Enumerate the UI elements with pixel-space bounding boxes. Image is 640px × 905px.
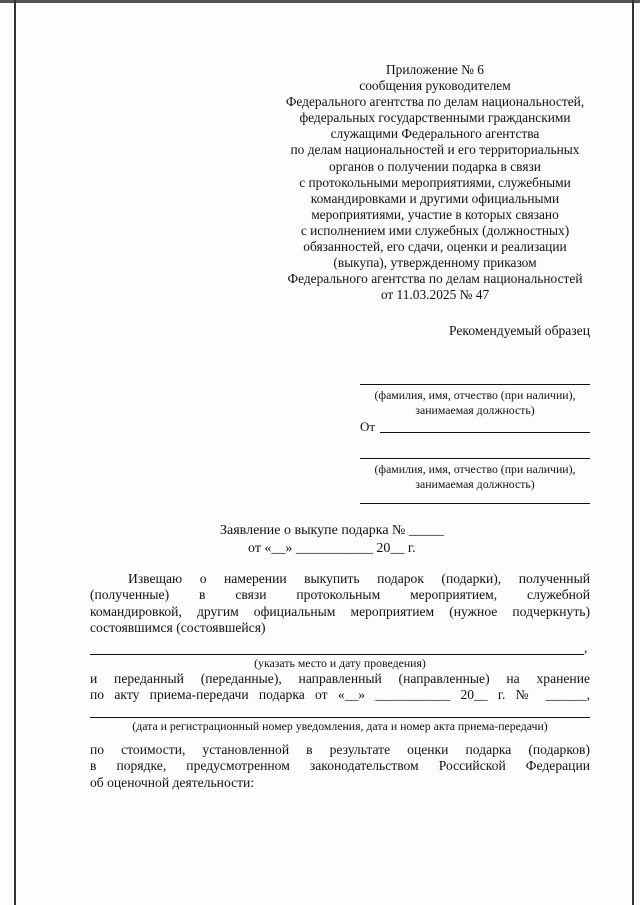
- addressee-caption-line: (фамилия, имя, отчество (при наличии),: [374, 388, 576, 402]
- appendix-line: с протокольными мероприятиями, служебными: [299, 174, 571, 190]
- paragraph-line: по стоимости, установленной в результате оценки подарка (подарков): [90, 742, 590, 757]
- sender-caption: [352, 462, 598, 492]
- scan-edge-top: [0, 0, 640, 3]
- place-date-comma: ,: [584, 640, 588, 655]
- sender-name-line: [360, 458, 590, 459]
- appendix-line: с исполнением ими служебных (должностных): [300, 222, 570, 238]
- sender-caption-line: (фамилия, имя, отчество (при наличии),: [374, 462, 576, 476]
- from-line: [380, 432, 590, 433]
- paragraph-line: (полученные) в связи протокольным мероприятием, служебной: [90, 587, 590, 603]
- paragraph-line: командировкой, другим официальным мероприятием (нужное подчеркнуть): [90, 603, 590, 619]
- appendix-line: мероприятиями, участие в которых связано: [311, 206, 559, 222]
- addressee-caption: [352, 388, 598, 418]
- addressee-caption-line: занимаемая должность): [415, 403, 535, 417]
- statement-date: от «__» ___________ 20__ г.: [248, 541, 416, 556]
- addressee-name-line: [360, 384, 590, 385]
- paragraph-line: об оценочной деятельности:: [90, 774, 255, 790]
- paragraph-intent: [90, 571, 590, 637]
- recommended-sample-label: Рекомендуемый образец: [449, 323, 590, 338]
- statement-title: Заявление о выкупе подарка № _____: [220, 523, 444, 538]
- scan-edge-left: [14, 0, 16, 905]
- sender-caption-line: занимаемая должность): [415, 477, 535, 491]
- paragraph-valuation: [90, 742, 590, 791]
- appendix-line: служащими Федерального агентства: [330, 126, 540, 142]
- appendix-line: Федерального агентства по делам национальностей: [287, 271, 583, 287]
- notice-details-line: [90, 717, 590, 718]
- appendix-line: органов о получении подарка в связи: [329, 158, 541, 174]
- appendix-line: командировками и другими официальными: [310, 190, 560, 206]
- place-date-line: [90, 654, 584, 655]
- appendix-line: федеральных государственными гражданскими: [299, 110, 571, 126]
- paragraph-line: по акту приема-передачи подарка от «__» ___________ 20__ г. № ______,: [90, 687, 590, 703]
- notice-details-caption: (дата и регистрационный номер уведомления, дата и номер акта приема-передачи): [132, 719, 548, 733]
- appendix-line: (выкупа), утвержденному приказом: [333, 255, 537, 271]
- appendix-line: обязанностей, его сдачи, оценки и реализации: [303, 239, 567, 255]
- appendix-line: Федерального агентства по делам национальностей,: [285, 94, 585, 110]
- from-label: От: [360, 419, 376, 434]
- appendix-line: от 11.03.2025 № 47: [380, 287, 490, 303]
- paragraph-line: состоявшимся (состоявшейся): [90, 620, 266, 636]
- scan-edge-right: [632, 0, 634, 905]
- paragraph-line: в порядке, предусмотренном законодательством Российской Федерации: [90, 758, 590, 774]
- sender-extra-line: [360, 503, 590, 504]
- appendix-line: по делам национальностей и его территориальных: [290, 142, 580, 158]
- appendix-header: [280, 62, 590, 303]
- place-date-caption: (указать место и дату проведения): [254, 656, 426, 670]
- appendix-line: Приложение № 6: [385, 62, 485, 77]
- paragraph-line: и переданный (переданные), направленный (направленные) на хранение: [90, 671, 590, 686]
- paragraph-handover: [90, 671, 590, 704]
- appendix-line: сообщения руководителем: [359, 78, 511, 94]
- paragraph-line: Извещаю о намерении выкупить подарок (подарки), полученный: [128, 571, 590, 586]
